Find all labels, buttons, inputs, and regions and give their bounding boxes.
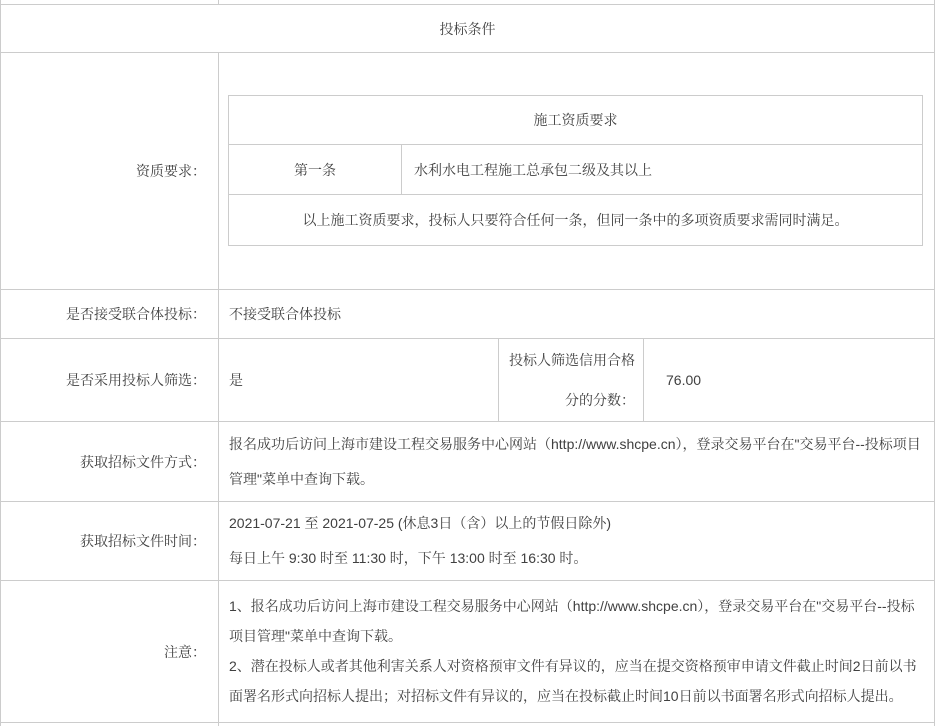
doc-time-value	[219, 502, 934, 580]
table-row-joint-bid	[1, 290, 934, 339]
clause-number-cell: 第一条	[229, 145, 402, 194]
clause-content-cell: 水利水电工程施工总承包二级及其以上	[414, 161, 652, 178]
table-row-doc-method	[1, 422, 934, 502]
notice-item-2: 2、潜在投标人或者其他利害关系人对资格预审文件有异议的，应当在提交资格预审申请文件截止时间2日前以书面署名形式向招标人提出；对招标文件有异议的，应当在投标截止时间10日前以书面署名形式向招标人提出。	[229, 658, 917, 704]
table-row-qualification	[1, 53, 934, 290]
doc-time-label: 获取招标文件时间：	[1, 502, 219, 580]
partial-top-value-cell	[219, 0, 934, 4]
section-title: 投标条件	[439, 20, 496, 37]
construction-qualification-header: 施工资质要求	[229, 96, 922, 145]
doc-time-line2: 每日上午 9:30 时至 11:30 时，下午 13:00 时至 16:30 时。	[229, 550, 588, 566]
screening-score-label: 投标人筛选信用合格分的分数：	[499, 339, 644, 421]
screening-label: 是否采用投标人筛选：	[1, 339, 219, 421]
partial-top-label-cell	[1, 0, 219, 4]
joint-bid-label: 是否接受联合体投标：	[1, 290, 219, 338]
doc-method-value: 报名成功后访问上海市建设工程交易服务中心网站（http://www.shcpe.cn），登录交易平台在"交易平台--投标项目管理"菜单中查询下载。	[229, 436, 921, 487]
qualification-value-cell	[219, 53, 934, 289]
notice-value	[219, 581, 934, 722]
table-row-notice	[1, 581, 934, 723]
table-row-doc-time	[1, 502, 934, 581]
table-row-title	[1, 5, 934, 53]
notice-label: 注意：	[1, 581, 219, 722]
notice-item-1: 1、报名成功后访问上海市建设工程交易服务中心网站（http://www.shcpe.cn），登录交易平台在"交易平台--投标项目管理"菜单中查询下载。	[229, 598, 915, 644]
table-row-bidder-screening	[1, 339, 934, 422]
doc-time-line1: 2021-07-21 至 2021-07-25 (休息3日（含）以上的节假日除外)	[229, 515, 612, 531]
qualification-note: 以上施工资质要求，投标人只要符合任何一条，但同一条中的多项资质要求需同时满足。	[302, 212, 849, 228]
qualification-inner-table	[228, 95, 923, 246]
joint-bid-value: 不接受联合体投标	[229, 306, 341, 322]
doc-method-label: 获取招标文件方式：	[1, 422, 219, 501]
screening-value: 是	[219, 339, 499, 421]
qualification-label: 资质要求：	[1, 53, 219, 289]
qualification-clause-row	[229, 145, 922, 195]
screening-score-value: 76.00	[666, 372, 702, 388]
